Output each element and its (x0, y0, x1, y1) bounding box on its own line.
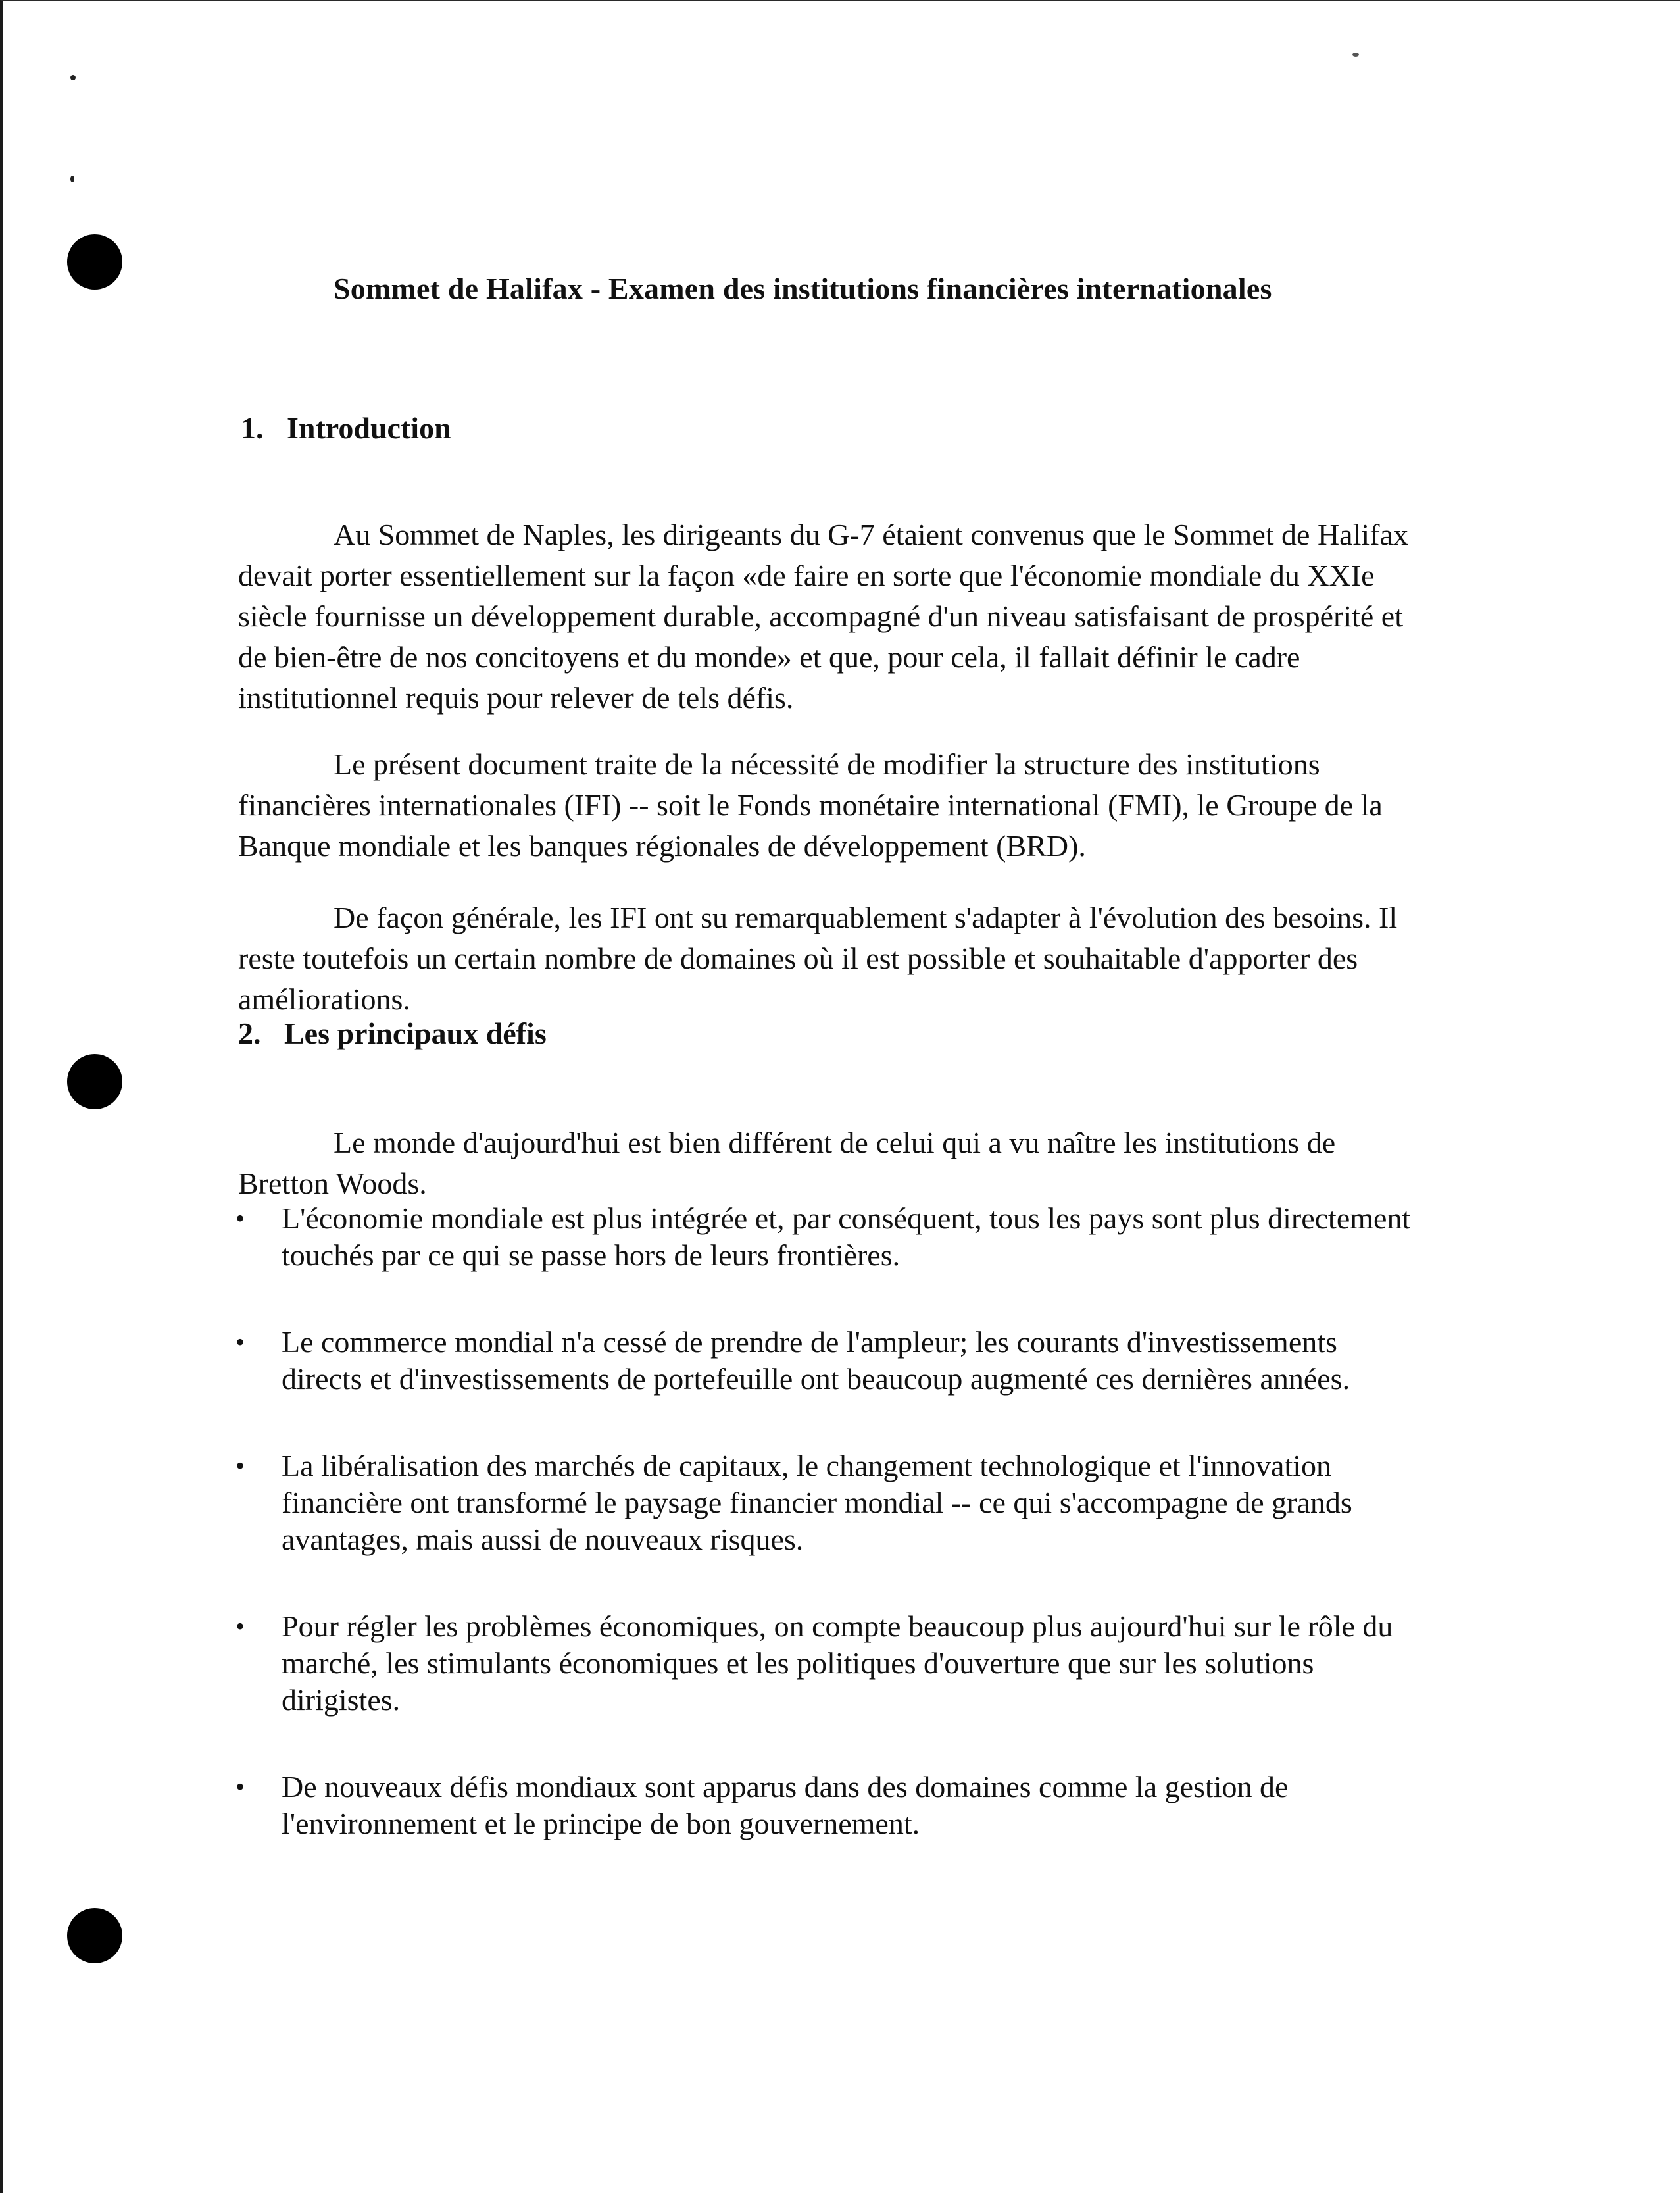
list-item-text: Pour régler les problèmes économiques, on compte beaucoup plus aujourd'hui sur le rôle du marché, les stimulants économiques et les politiques d'ouverture que sur les solutions dirigistes. (282, 1609, 1393, 1717)
bullet-icon: • (235, 1611, 245, 1641)
punch-hole (67, 234, 122, 290)
section-number: 2. (238, 1017, 261, 1050)
bullet-list (234, 1200, 1425, 1892)
list-item-text: L'économie mondiale est plus intégrée et, par conséquent, tous les pays sont plus directement touchés par ce qui se passe hors de leurs frontières. (282, 1201, 1411, 1272)
scan-speck (70, 75, 76, 80)
paragraph: Le monde d'aujourd'hui est bien différent de celui qui a vu naître les institutions de Bretton Woods. (238, 1126, 1336, 1200)
punch-hole (67, 1908, 122, 1963)
scan-speck (1352, 53, 1359, 57)
section-heading-introduction (241, 411, 451, 445)
list-item-text: Le commerce mondial n'a cessé de prendre de l'ampleur; les courants d'investissements directs et d'investissements de portefeuille ont beaucoup augmenté ces dernières années. (282, 1325, 1350, 1396)
list-item (234, 1769, 1425, 1842)
list-item (234, 1200, 1425, 1274)
section-number: 1. (241, 411, 264, 445)
list-item-text: La libéralisation des marchés de capitaux, le changement technologique et l'innovation financière ont transformé le paysage financier mondial -- ce qui s'accompagne de grands avantages, mais aussi de nouveaux risques. (282, 1449, 1352, 1556)
scan-speck (70, 176, 74, 182)
section-heading-text: Les principaux défis (284, 1017, 547, 1050)
punch-hole (67, 1054, 122, 1109)
paragraph: Au Sommet de Naples, les dirigeants du G-7 étaient convenus que le Sommet de Halifax devait porter essentiellement sur la façon «de faire en sorte que l'économie mondiale du XXIe siècle fournisse un développement durable, accompagné d'un niveau satisfaisant de prospérité et de bien-être de nos concitoyens et du monde» et que, pour cela, il fallait définir le cadre institutionnel requis pour relever de tels défis. (238, 518, 1408, 715)
bullet-icon: • (235, 1203, 245, 1233)
document-title: Sommet de Halifax - Examen des institutions financières internationales (334, 272, 1272, 305)
list-item-text: De nouveaux défis mondiaux sont apparus dans des domaines comme la gestion de l'environnement et le principe de bon gouvernement. (282, 1770, 1289, 1840)
paragraph: De façon générale, les IFI ont su remarquablement s'adapter à l'évolution des besoins. Il reste toutefois un certain nombre de domaines où il est possible et souhaitable d'apporter des améliorations. (238, 901, 1398, 1016)
bullet-icon: • (235, 1451, 245, 1480)
bullet-icon: • (235, 1327, 245, 1357)
paragraph: Le présent document traite de la nécessité de modifier la structure des institutions financières internationales (IFI) -- soit le Fonds monétaire international (FMI), le Groupe de la Banque mondiale et les banques régionales de développement (BRD). (238, 747, 1383, 863)
section-heading-principaux-defis (238, 1016, 547, 1051)
bullet-icon: • (235, 1772, 245, 1802)
list-item (234, 1608, 1425, 1719)
list-item (234, 1448, 1425, 1558)
list-item (234, 1324, 1425, 1398)
section-heading-text: Introduction (287, 411, 451, 445)
